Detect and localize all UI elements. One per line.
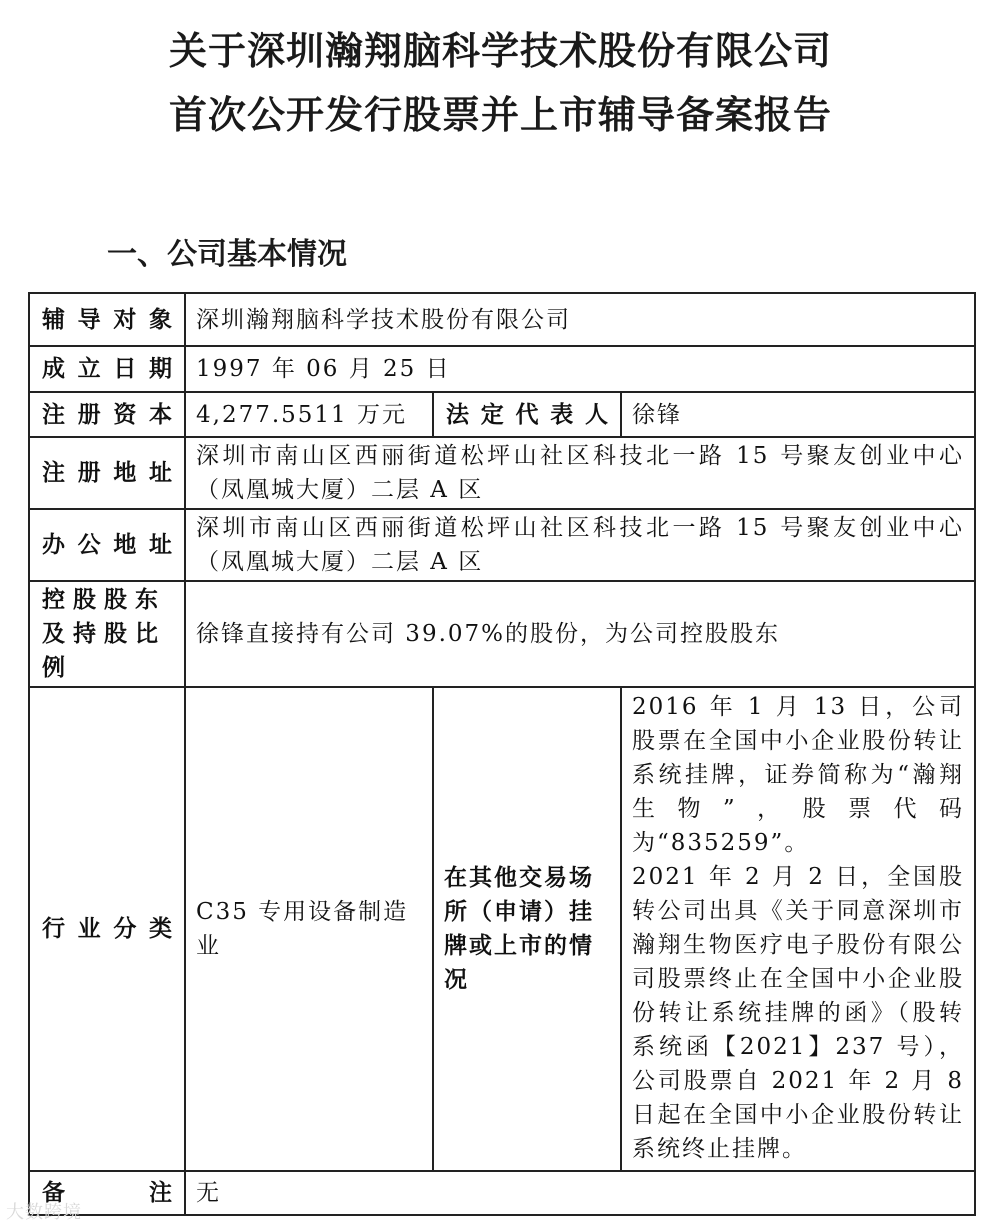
listing-paragraph-2: 2021 年 2 月 2 日，全国股转公司出具《关于同意深圳市瀚翔生物医疗电子股份有限公司股票终止在全国中小企业股份转让系统挂牌的函》（股转系统函【2021】237 号），公司股票自 2021 年 2 月 8 日起在全国中小企业股份转让系统终止挂牌。 bbox=[632, 864, 965, 1162]
report-title-line2: 首次公开发行股票并上市辅导备案报告 bbox=[168, 93, 832, 137]
table-row bbox=[29, 392, 975, 437]
table-row bbox=[29, 293, 975, 346]
industry-label: 行业分类 bbox=[29, 687, 185, 1171]
section-heading: 一、公司基本情况 bbox=[107, 237, 347, 272]
listing-label: 在其他交易场所（申请）挂牌或上市的情况 bbox=[433, 687, 621, 1171]
shareholder-label: 控股股东及持股比例 bbox=[29, 581, 185, 687]
table-row bbox=[29, 1171, 975, 1215]
founded-label: 成立日期 bbox=[29, 346, 185, 392]
remarks-value: 无 bbox=[185, 1171, 975, 1215]
target-value: 深圳瀚翔脑科学技术股份有限公司 bbox=[185, 293, 975, 346]
capital-value: 4,277.5511 万元 bbox=[185, 392, 433, 437]
table-row bbox=[29, 687, 975, 1171]
legal-rep-label: 法定代表人 bbox=[433, 392, 621, 437]
shareholder-value: 徐锋直接持有公司 39.07%的股份，为公司控股股东 bbox=[185, 581, 975, 687]
reg-address-value: 深圳市南山区西丽街道松坪山社区科技北一路 15 号聚友创业中心（凤凰城大厦）二层 A 区 bbox=[185, 437, 975, 509]
reg-address-label: 注册地址 bbox=[29, 437, 185, 509]
company-info-table bbox=[28, 292, 976, 1216]
target-label: 辅导对象 bbox=[29, 293, 185, 346]
founded-value: 1997 年 06 月 25 日 bbox=[185, 346, 975, 392]
table-row bbox=[29, 346, 975, 392]
table-row bbox=[29, 509, 975, 581]
office-address-label: 办公地址 bbox=[29, 509, 185, 581]
listing-paragraph-1: 2016 年 1 月 13 日，公司股票在全国中小企业股份转让系统挂牌，证券简称为“瀚翔生物”，股票代码为“835259”。 bbox=[632, 694, 965, 856]
legal-rep-value: 徐锋 bbox=[621, 392, 975, 437]
office-address-value: 深圳市南山区西丽街道松坪山社区科技北一路 15 号聚友创业中心（凤凰城大厦）二层 A 区 bbox=[185, 509, 975, 581]
remarks-label: 备注 bbox=[29, 1171, 185, 1215]
table-row bbox=[29, 581, 975, 687]
capital-label: 注册资本 bbox=[29, 392, 185, 437]
industry-value: C35 专用设备制造业 bbox=[185, 687, 433, 1171]
report-title-line1: 关于深圳瀚翔脑科学技术股份有限公司 bbox=[168, 29, 832, 73]
watermark: 大数跨境 bbox=[6, 1202, 82, 1223]
table-row bbox=[29, 437, 975, 509]
listing-value bbox=[621, 687, 975, 1171]
